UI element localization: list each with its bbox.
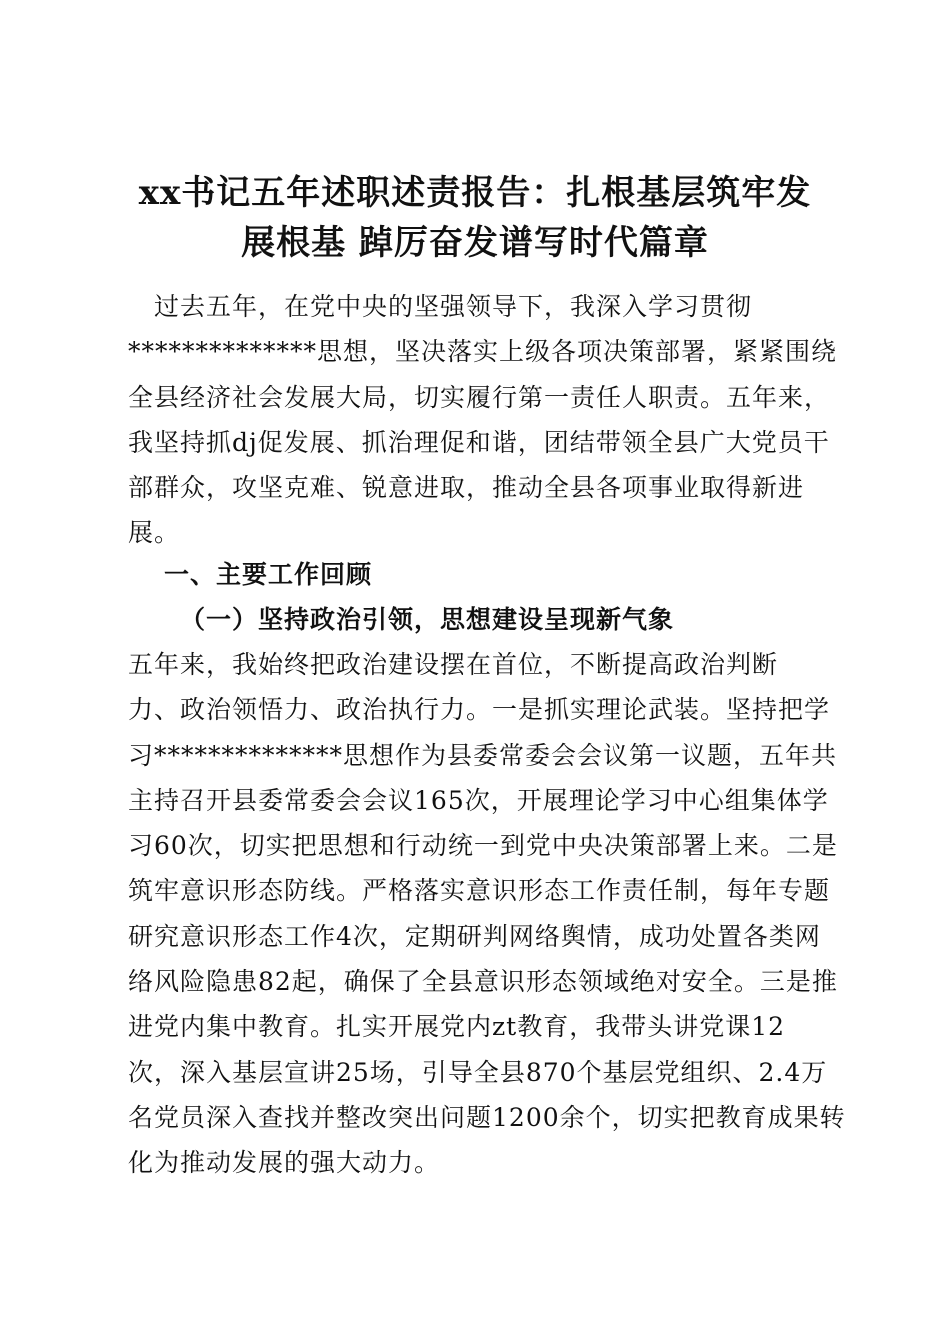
paragraph-line: 主持召开县委常委会会议165次，开展理论学习中心组集体学 [128,785,829,815]
intro-paragraph [128,284,840,556]
title-line: xx书记五年述职述责报告：扎根基层筑牢发 [138,173,812,213]
section-paragraph [128,642,846,1186]
paragraph-line: 习60次，切实把思想和行动统一到党中央决策部署上来。二是 [128,831,838,861]
document-title [110,168,840,268]
title-line: 展根基 踔厉奋发谱写时代篇章 [241,223,709,263]
paragraph-line: 化为推动发展的强大动力。 [128,1148,441,1178]
paragraph-line: 五年来，我始终把政治建设摆在首位，不断提高政治判断 [128,650,779,679]
paragraph-line: 筑牢意识形态防线。严格落实意识形态工作责任制，每年专题 [128,876,831,906]
subsection-heading: （一）坚持政治引领，思想建设呈现新气象 [180,605,675,634]
paragraph-line: **************思想，坚决落实上级各项决策部署，紧紧围绕 [128,337,838,367]
paragraph-line: 次，深入基层宣讲25场，引导全县870个基层党组织、2.4万 [128,1057,828,1087]
paragraph-line: 进党内集中教育。扎实开展党内zt教育，我带头讲党课12 [128,1012,786,1042]
paragraph-line: 全县经济社会发展大局，切实履行第一责任人职责。五年来， [128,382,831,412]
paragraph-line: 络风险隐患82起，确保了全县意识形态领域绝对安全。三是推 [128,967,838,997]
paragraph-line: 习**************思想作为县委常委会会议第一议题，五年共 [128,740,838,770]
paragraph-line: 名党员深入查找并整改突出问题1200余个，切实把教育成果转 [128,1102,846,1132]
paragraph-line: 我坚持抓dj促发展、抓治理促和谐，团结带领全县广大党员干 [128,427,830,457]
paragraph-line: 力、政治领悟力、政治执行力。一是抓实理论武装。坚持把学 [128,695,831,725]
paragraph-line: 部群众，攻坚克难、锐意进取，推动全县各项事业取得新进 [128,473,805,503]
paragraph-line: 展。 [128,518,181,548]
section-heading: 一、主要工作回顾 [164,560,373,589]
paragraph-line: 研究意识形态工作4次，定期研判网络舆情，成功处置各类网 [128,921,821,951]
paragraph-line: 过去五年，在党中央的坚强领导下，我深入学习贯彻 [128,292,753,321]
